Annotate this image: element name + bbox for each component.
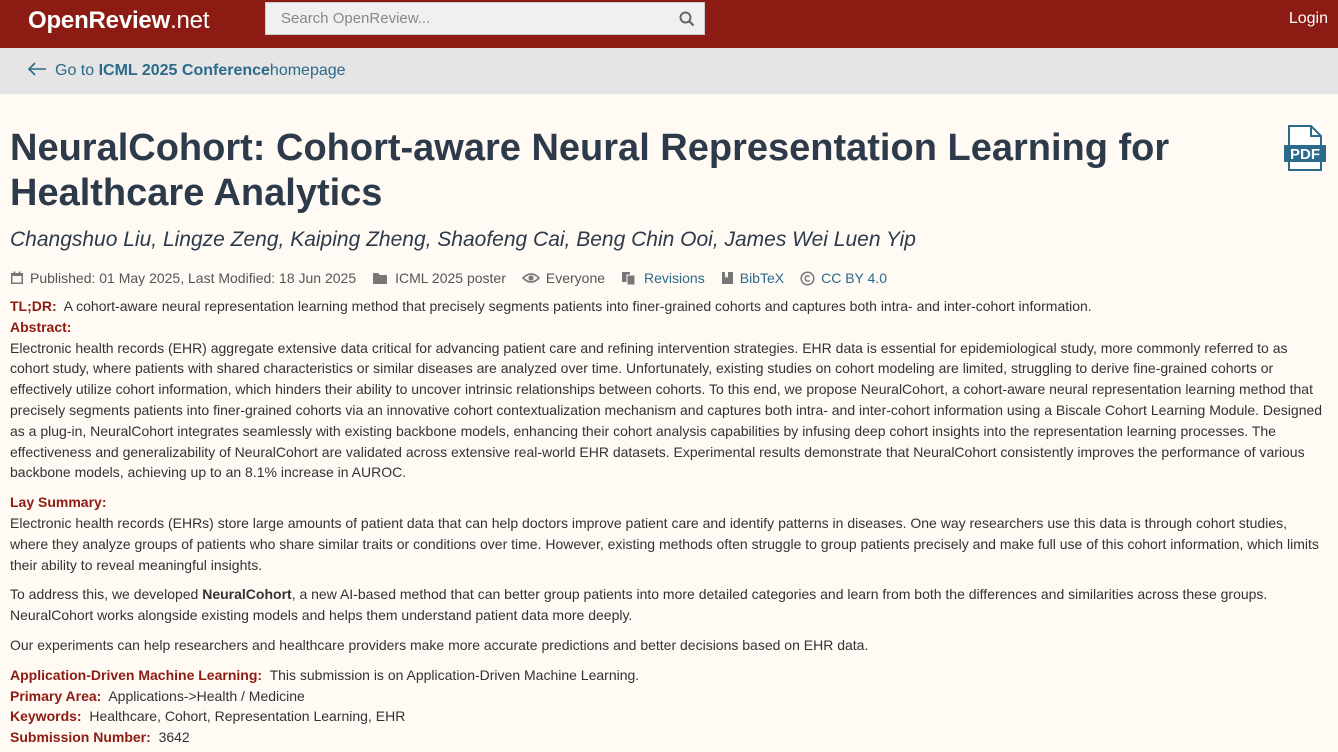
revisions-icon bbox=[621, 271, 638, 286]
readers-item bbox=[522, 270, 605, 286]
dates-text: Published: 01 May 2025, Last Modified: 18 Jun 2025 bbox=[30, 270, 357, 286]
adml-label: Application-Driven Machine Learning: bbox=[10, 666, 263, 683]
primary-area-text: Applications->Health / Medicine bbox=[108, 687, 305, 704]
dates-item bbox=[10, 270, 356, 286]
bibtex-item[interactable] bbox=[721, 270, 784, 286]
tldr-field bbox=[10, 296, 1328, 317]
abstract-label: Abstract: bbox=[10, 318, 72, 335]
folder-icon bbox=[372, 271, 389, 285]
note-fields bbox=[10, 296, 1328, 748]
readers-text: Everyone bbox=[545, 270, 606, 286]
venue-item bbox=[372, 270, 506, 286]
backlink-venue: ICML 2025 Conference bbox=[98, 62, 270, 79]
lay-summary-label: Lay Summary: bbox=[10, 494, 107, 511]
bibtex-link[interactable]: BibTeX bbox=[739, 270, 785, 286]
lay-summary-p2 bbox=[10, 584, 1328, 626]
venue-text: ICML 2025 poster bbox=[395, 270, 506, 286]
backlink-suffix: homepage bbox=[269, 62, 346, 79]
primary-area-label: Primary Area: bbox=[10, 687, 102, 704]
keywords-field bbox=[10, 706, 1328, 727]
submission-number-label: Submission Number: bbox=[10, 729, 151, 746]
pdf-label: PDF bbox=[1290, 146, 1320, 163]
top-navbar bbox=[0, 0, 1338, 48]
lay-p2-suffix: , a new AI-based method that can better group patients into more detailed categories and learn from both the differences and similarities across these groups. NeuralCohort works alongside existing models and helps them understand patient data more deeply. bbox=[10, 586, 1268, 624]
search-icon[interactable] bbox=[670, 3, 704, 34]
bookmark-icon bbox=[721, 271, 734, 285]
abstract-text: Electronic health records (EHR) aggregate extensive data critical for advancing patient care and refining intervention strategies. EHR data is essential for epidemiological study, more commonly referred to as cohort study, where patients with shared characteristics or similar diseases are analyzed over time. Unfortunately, existing studies on cohort modeling are limited, struggling to derive fine-grained cohorts or effectively utilize cohort information, which hinders their ability to uncover intrinsic relationships between cohorts. To this end, we propose NeuralCohort, a cohort-aware neural representation learning method that precisely segments patients into finer-grained cohorts via an innovative cohort contextualization mechanism and captures both intra- and inter-cohort information using a Biscale Cohort Learning Module. Designed as a plug-in, NeuralCohort integrates seamlessly with existing backbone models, enhancing their cohort analysis capabilities by infusing deep cohort insights into the representation learning processes. The effectiveness and generalizability of NeuralCohort are validated across extensive real-world EHR datasets. Experimental results demonstrate that NeuralCohort consistently improves the performance of various backbone models, achieving up to an 8.1% increase in AUROC. bbox=[10, 339, 1323, 481]
lay-summary-p1: Electronic health records (EHRs) store large amounts of patient data that can help doctors improve patient care and identify patterns in diseases. One way researchers use this data is through cohort studies, where they analyze groups of patients who share similar traits or conditions over time. However, existing methods often struggle to group patients precisely and make full use of this cohort information, which limits their ability to reveal meaningful insights. bbox=[10, 514, 1319, 573]
tldr-text: A cohort-aware neural representation learning method that precisely segments patients into finer-grained cohorts and captures both intra- and inter-cohort information. bbox=[63, 298, 1092, 314]
pdf-icon[interactable] bbox=[1283, 124, 1327, 174]
brand-tld: .net bbox=[170, 7, 210, 34]
paper-title: NeuralCohort: Cohort-aware Neural Representation Learning for Healthcare Analytics bbox=[10, 127, 1170, 214]
search-input[interactable] bbox=[266, 3, 670, 34]
keywords-label: Keywords: bbox=[10, 708, 82, 725]
submission-number-field bbox=[10, 727, 1328, 748]
license-item[interactable] bbox=[800, 270, 887, 286]
tldr-label: TL;DR: bbox=[10, 298, 57, 314]
backlink-prefix: Go to bbox=[55, 62, 95, 79]
copyright-icon bbox=[800, 271, 815, 286]
back-bar bbox=[0, 48, 1338, 94]
search-box bbox=[265, 2, 705, 35]
author-list[interactable]: Changshuo Liu, Lingze Zeng, Kaiping Zheng, Shaofeng Cai, Beng Chin Ooi, James Wei Luen Yip bbox=[10, 228, 916, 251]
adml-text: This submission is on Application-Driven Machine Learning. bbox=[269, 666, 640, 683]
openreview-logo[interactable] bbox=[28, 7, 209, 35]
revisions-link[interactable]: Revisions bbox=[644, 270, 705, 286]
eye-icon bbox=[522, 271, 540, 285]
login-link[interactable]: Login bbox=[1288, 10, 1328, 27]
revisions-item[interactable] bbox=[621, 270, 705, 286]
meta-row bbox=[10, 270, 903, 286]
submission-number-text: 3642 bbox=[158, 729, 190, 746]
primary-area-field bbox=[10, 686, 1328, 707]
lay-p2-bold: NeuralCohort bbox=[202, 586, 292, 603]
arrow-left-icon bbox=[27, 62, 47, 81]
lay-summary-p3: Our experiments can help researchers and healthcare providers make more accurate predictions and better decisions based on EHR data. bbox=[10, 636, 869, 653]
license-link[interactable]: CC BY 4.0 bbox=[821, 270, 887, 286]
calendar-icon bbox=[10, 271, 24, 285]
keywords-text: Healthcare, Cohort, Representation Learning, EHR bbox=[89, 708, 406, 725]
adml-field bbox=[10, 665, 1328, 686]
lay-p2-prefix: To address this, we developed bbox=[10, 586, 203, 603]
brand-main: OpenReview bbox=[28, 7, 171, 34]
venue-homepage-link[interactable] bbox=[27, 62, 346, 81]
